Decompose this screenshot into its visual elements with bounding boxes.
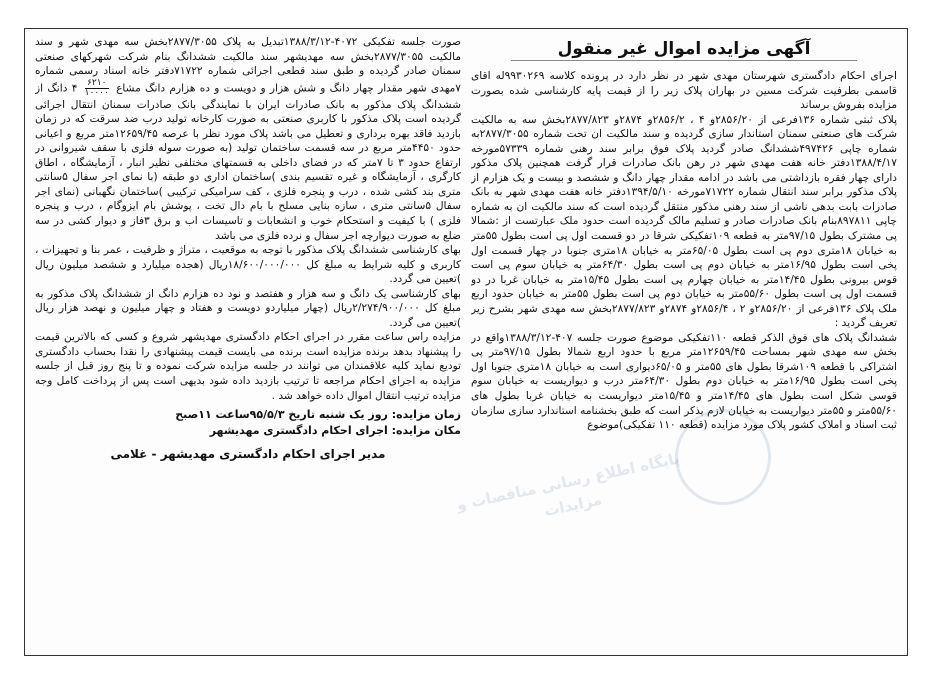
watermark: پایگاه اطلاع رسانی مناقصات و مزایدات xyxy=(455,449,682,521)
boundaries-paragraph: ششدانگ پلاک های فوق الذکر قطعه ۱۱۰تفکیکی موضوع صورت جلسه ۴۰۷-۱۳۸۸/۳/۱۲واقع در بخش سه مهدی شهر بمساحت ۱۲۶۵۹/۴۵متر مربع با حدود اربع شمالا بطول ۹۷/۱۵متر پی اشتراکی با قطعه ۱۰۹شرقا بطول های ۵۵متر و ۶۵/۰۵دیواری است به خیابان ۱۸متری جنوبا اول پخی است بطول ۱۶/۹۵متر به خیابان دوم بطول ۶۴/۳۰متر درب و دیواریست به خیابان سوم قوسی شکل است بطول های ۱۴/۴۵متر و ۱۵/۴۵متر دیواریست به خیابان غربا بطول های ۵۵/۶۰متر و ۵۵متر دیواریست به خیابان لازم بذکر است که طبق بخشنامه استاندارد سازی سازمان ثبت اسناد و املاک کشور پلاک مورد مزایده (قطعه ۱۱۰ تفکیکی)موضوع xyxy=(471,331,897,432)
auction-time: زمان مزایده: روز یک شنبه تاریخ ۹۵/۵/۳ساعت ۱۱صبح xyxy=(175,408,461,422)
auction-place: مکان مزایده: اجرای احکام دادگستری مهدیشهر xyxy=(209,424,461,438)
signature: مدیر اجرای احکام دادگستری مهدیشهر - غلامی xyxy=(110,447,386,462)
auction-terms-paragraph: مزایده راس ساعت مقرر در اجرای احکام دادگستری مهدیشهر شروع و کسی که بالاترین قیمت را پیشنهاد بدهد برنده مزایده است برنده می بایست قیمت پیشنهادی را نقدا بحساب دادگستری تودیع نماید کلیه علاقمندان می توانند در جلسه مزایده شرکت نموده و تا پنج روز قبل از جلسه مزایده به اجرای احکام مراجعه تا ترتیب بازدید داده شود بدیهی است پس از پرداخت کامل وجه مزایده ترتیب انتقال اموال داده خواهد شد . xyxy=(35,331,461,402)
partial-valuation-paragraph: بهای کارشناسی یک دانگ و سه هزار و هفتصد و نود ده هزارم دانگ از ششدانگ پلاک مذکور به مبلغ کل ۲/۲۷۴/۹۰۰/۰۰۰ریال (چهار میلیاردو دویست و هفتاد و چهار میلیون و نهصد هزار ریال )تعیین می گردد. xyxy=(35,287,461,329)
full-valuation-paragraph: بهای کارشناسی ششدانگ پلاک مذکور با توجه به موقعیت ، متراژ و ظرفیت ، عمر بنا و تجهیزات ، کاربری و کلیه شرایط به مبلغ کل ۱۸/۶۰۰/۰۰۰/۰۰۰ریال (هجده میلیارد و ششصد میلیون ریال )تعیین می گردد. xyxy=(35,244,461,286)
transfer-text-start: صورت جلسه تفکیکی ۴۰۷۲-۱۳۸۸/۳/۱۲تبدیل به پلاک ۲۸۷۷/۳۰۵۵بخش سه مهدی شهر و سند مالکیت ۲۸۷۷/۳۰۵۵بخش سه مهدیشهر سند مالکیت ششدانگ بنام شرکت شهرکهای صنعتی سمنان صادر گردیده و طبق سند قطعی اجرائی شماره ۷۱۷۲۲دفتر خانه اسناد رسمی شماره ۷مهدی شهر مقدار چهار دانگ و شش هزار و دویست و ده هزارم دانگ مشاع xyxy=(35,36,461,95)
intro-paragraph: اجرای احکام دادگستری شهرستان مهدی شهر در نظر دارد در پرونده کلاسه ۹۹۳۰۲۶۹له اقای قاسمی بطرفیت شرکت مسین در بهاران پلاک زیر را از قیمت پایه کارشناسی شده بصورت مزایده بفروش برساند xyxy=(471,70,897,112)
title-underline xyxy=(511,60,857,61)
auction-notice xyxy=(24,28,908,656)
notice-title: آگهی مزایده اموال غیر منقول xyxy=(557,39,811,59)
title-wrap xyxy=(471,37,897,61)
fraction-denominator: ۱۰۰۰۰ xyxy=(84,87,109,98)
auction-details xyxy=(35,407,461,439)
right-column xyxy=(471,35,897,649)
property-description-paragraph: پلاک ثبتی شماره ۱۳۶فرعی از ۲۸۵۶/۲۰و ۴ ، ۲۸۵۶/۲و ۲۸۷۴و ۲۸۷۷/۸۲۳بخش سه به مالکیت شرکت های صنعتی سمنان استاندار سازی گردیده و سند مالکیت ان تحت شماره ۲۸۷۷/۳۰۵۵به شماره چاپی ۴۹۷۴۲۶ششدانگ صادر گردید پلاک فوق برابر سند رهنی شماره ۵۷۳۳۹مورخه ۱۳۸۸/۴/۱۷دفتر خانه هفت مهدی شهر در رهن بانک صادرات قرار گرفت همچنین پلاک مذکور دارای چهار فقره بازداشتی می باشد در ادامه مقدار چهار دانگ و ششصد و بیست و یک هزارم از پلاک مذکور برابر سند انتقال شماره ۷۱۷۲۲مورخه ۱۳۹۴/۵/۱۰دفتر خانه هفت مهدی شهر به بانک صادرات بابت بدهی ناشی از سند رهنی مذکور منتقل گردیده است که سند مالکیت ان به شماره چاپی ۸۹۷۸۱۱بنام بانک صادرات صادر و تسلیم مالک گردیده است حدود ملک عبارتست از :شمالا پی مشترک بطول ۹۷/۱۵متر به قطعه ۱۰۹تفکیکی شرقا در دو قسمت اول پی است بطول ۵۵متر به خیابان ۱۸متری دوم پی است بطول ۶۵/۰۵متر به خیابان ۱۸متری جنوبا در چهار قسمت اول پخی است بطول ۱۶/۹۵متر به خیابان دوم پی است بطول ۶۴/۳۰متر به خیابان سوم پی است قوس بیرونی بطول ۱۴/۴۵متر به خیابان چهارم پی است بطول ۱۵/۴۵متر به خیابان غربا در دو قسمت اول پی است بطول ۵۵/۶۰متر به خیابان دوم پی است بطول ۵۵متر به خیابان حدود اربع ملک پلاک ۱۳۶فرعی از ۲۸۵۶/۲۰و ۲ ، ۲۸۵۶/۴و ۲۸۷۴و ۲۸۷۷/۸۲۳بخش سه مهدی شهر بشرح زیر تعریف گردید : xyxy=(471,113,897,330)
share-fraction xyxy=(85,79,109,98)
transfer-text-end: ۴ دانگ از ششدانگ پلاک مذکور به بانک صادرات ایران با نمایندگی بانک صادرات سمنان انتقال اجرائی گردیده است پلاک مذکور با کاربری صنعتی به صورت کارخانه تولید درب ضد سرقت که در زمان بازدید فاقد بهره برداری و تعطیل می باشد پلاک مورد نظر با عرصه ۱۲۶۵۹/۴۵متر مربع و اعیانی حدود ۴۴۵۰متر مربع در سه قسمت ساختمان تولید (به صورت سوله فلزی با سقف شیروانی در ارتفاع حدود ۳ تا ۷متر که در فضای داخلی به قسمتهای مختلفی نظیر انبار ، آزمایشگاه ، اطاق کارگری ، آزمایشگاه و غیره تقسیم بندی )ساختمان اداری دو طبقه (با نمای اجر سفال ۵سانتی متری بند کشی شده ، درب و پنجره فلزی ، کف سرامیکی ترکیبی )ساختمان نگهبانی (نمای اجر سفال ۵سانتی متری ، سازه بنایی مسلح با بام دال تخت ، پوشش بام ایزوگام ، درب و پنجره فلزی ) با کیفیت و استحکام خوب و انشعابات و تاسیسات اب و برق ۳فاز و دیوار کشی در سه ضلع به صورت دیوارچه اجر سفال و نرده فلزی می باشد xyxy=(35,82,461,242)
transfer-paragraph xyxy=(35,35,461,243)
left-column xyxy=(35,35,461,649)
watermark-seal-icon xyxy=(675,409,771,505)
fraction-numerator: ۶۲۱۰ xyxy=(85,79,109,89)
